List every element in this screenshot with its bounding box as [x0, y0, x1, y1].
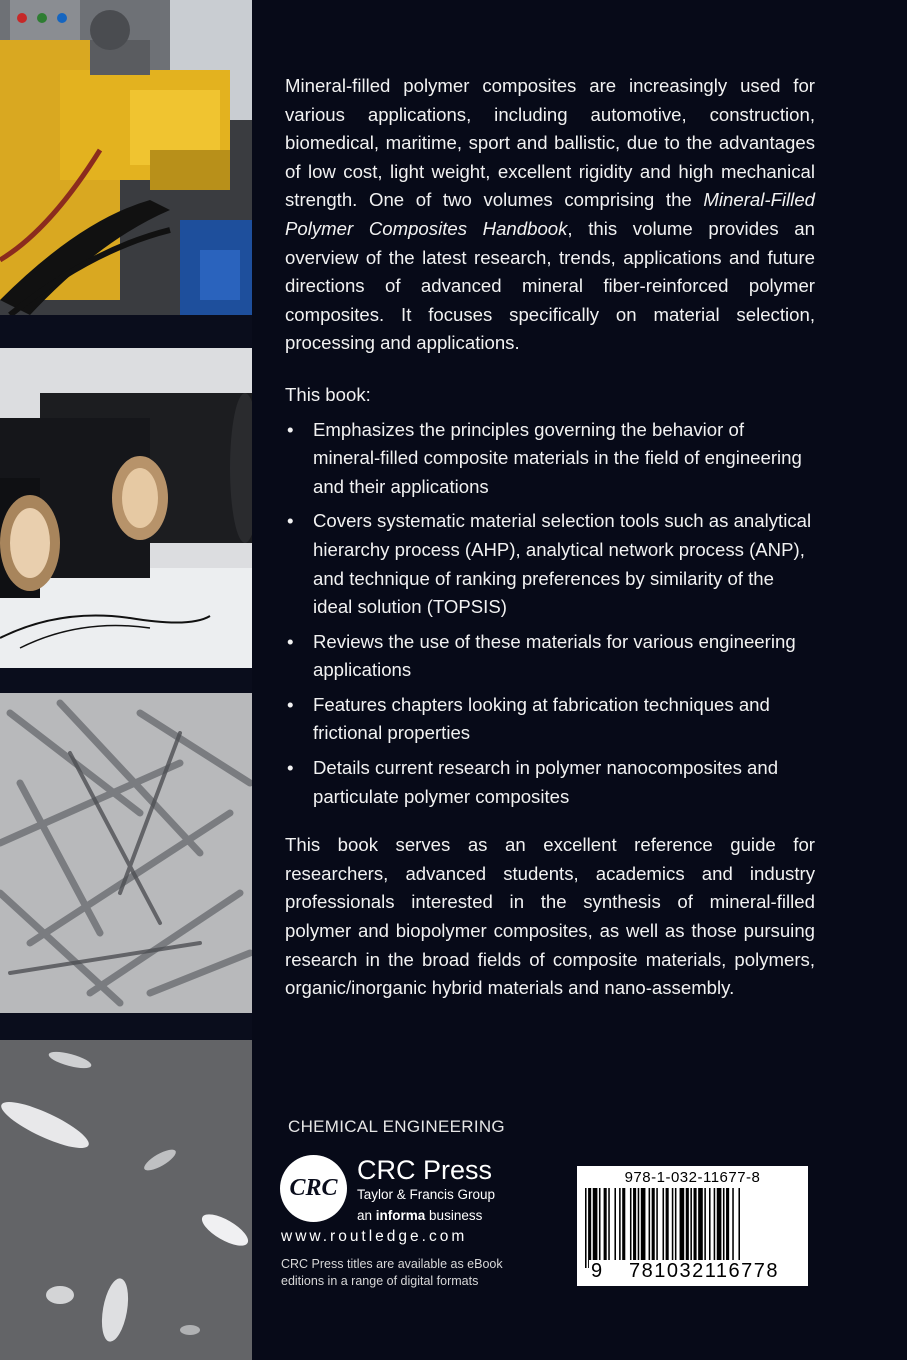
barcode-bar [732, 1188, 734, 1260]
barcode-bar [714, 1188, 716, 1260]
barcode-bar [649, 1188, 651, 1260]
barcode-bar [675, 1188, 677, 1260]
crc-logo-icon: CRC [280, 1155, 347, 1222]
subject-category: CHEMICAL ENGINEERING [288, 1117, 505, 1136]
barcode-bar [630, 1188, 632, 1260]
barcode-bar [604, 1188, 607, 1260]
barcode-bar [656, 1188, 658, 1260]
list-item: • Reviews the use of these materials for various engineering applications [285, 628, 815, 685]
nanotube-micrograph-photo [0, 693, 252, 1013]
features-lead: This book: [285, 383, 371, 405]
list-item: • Covers systematic material selection tools such as analytical hierarchy process (AHP), analytical network process (ANP), and technique of ranking preferences by similarity of the ideal solution (TOPSIS) [285, 507, 815, 621]
publisher-tagline: an informa business [357, 1208, 483, 1223]
barcode-bar [633, 1188, 636, 1260]
extruder-machine-photo [0, 0, 252, 315]
barcode-bar [599, 1188, 601, 1260]
barcode-bar [704, 1188, 706, 1260]
barcode-bar [680, 1188, 685, 1260]
carbon-fiber-rolls-photo [0, 348, 252, 668]
barcode-bar [738, 1188, 740, 1268]
barcode-bar [641, 1188, 646, 1260]
list-item: • Details current research in polymer nanocomposites and particulate polymer composites [285, 754, 815, 811]
bullet-icon: • [287, 693, 294, 715]
barcode-bar [666, 1188, 669, 1260]
description-paragraph: Mineral-filled polymer composites are increasingly used for various applications, including automotive, construction, biomedical, maritime, sport and ballistic, due to the advantages of low cost, light weight, excellent rigidity and high mechanical strength. One of two volumes comprising the Mineral-Filled Polymer Composites Handbook, this volume provides an overview of the latest research, trends, applications and future directions of advanced mineral fiber-reinforced polymer composites. It focuses specifically on material selection, processing and applications. [285, 75, 815, 354]
barcode-bar [608, 1188, 610, 1260]
publisher-website[interactable]: www.routledge.com [281, 1228, 468, 1245]
barcode-bar [652, 1188, 655, 1260]
back-cover-text [285, 72, 815, 1003]
closing-paragraph: This book serves as an excellent reference guide for researchers, advanced students, academics and industry professionals interested in the synthesis of mineral-filled polymer and biopolymer composites, as well as those pursuing research in the broad fields of composite materials, polymers, organic/inorganic hybrid materials and nano-assembly. [285, 834, 815, 999]
bullet-icon: • [287, 510, 294, 532]
bullet-icon: • [287, 418, 294, 440]
barcode-bar [709, 1188, 711, 1260]
list-item: • Features chapters looking at fabrication techniques and frictional properties [285, 691, 815, 748]
barcode-bar [585, 1188, 587, 1268]
particle-micrograph-photo [0, 1040, 252, 1360]
barcode-bar [619, 1188, 621, 1260]
ebook-note: CRC Press titles are available as eBook editions in a range of digital formats [281, 1257, 503, 1288]
list-item: • Emphasizes the principles governing the behavior of mineral-filled composite materials in the field of engineering and their applications [285, 416, 815, 502]
barcode-bar [588, 1188, 591, 1268]
isbn-number: 978-1-032-11677-8 [624, 1169, 761, 1186]
barcode-bar [663, 1188, 665, 1268]
barcode-bar [638, 1188, 640, 1260]
features-list [285, 416, 815, 812]
barcode-bars-icon [585, 1188, 800, 1268]
barcode-bar [694, 1188, 697, 1260]
barcode-bar [717, 1188, 722, 1260]
bullet-icon: • [287, 757, 294, 779]
barcode-bar [698, 1188, 703, 1260]
bullet-icon: • [287, 630, 294, 652]
barcode-bar [614, 1188, 616, 1260]
barcode-bar [593, 1188, 598, 1260]
barcode-bar [726, 1188, 729, 1260]
barcode-bar [686, 1188, 689, 1260]
barcode-bar [723, 1188, 725, 1260]
publisher-name: CRC Press [357, 1155, 493, 1185]
barcode-bar [672, 1188, 674, 1260]
publisher-group: Taylor & Francis Group [357, 1187, 496, 1202]
handbook-title: Mineral-Filled Polymer Composites Handbook [285, 189, 815, 239]
isbn-barcode: 978-1-032-11677-8 9 781032116778 [577, 1166, 808, 1286]
barcode-bar [690, 1188, 692, 1260]
barcode-bar [622, 1188, 625, 1260]
